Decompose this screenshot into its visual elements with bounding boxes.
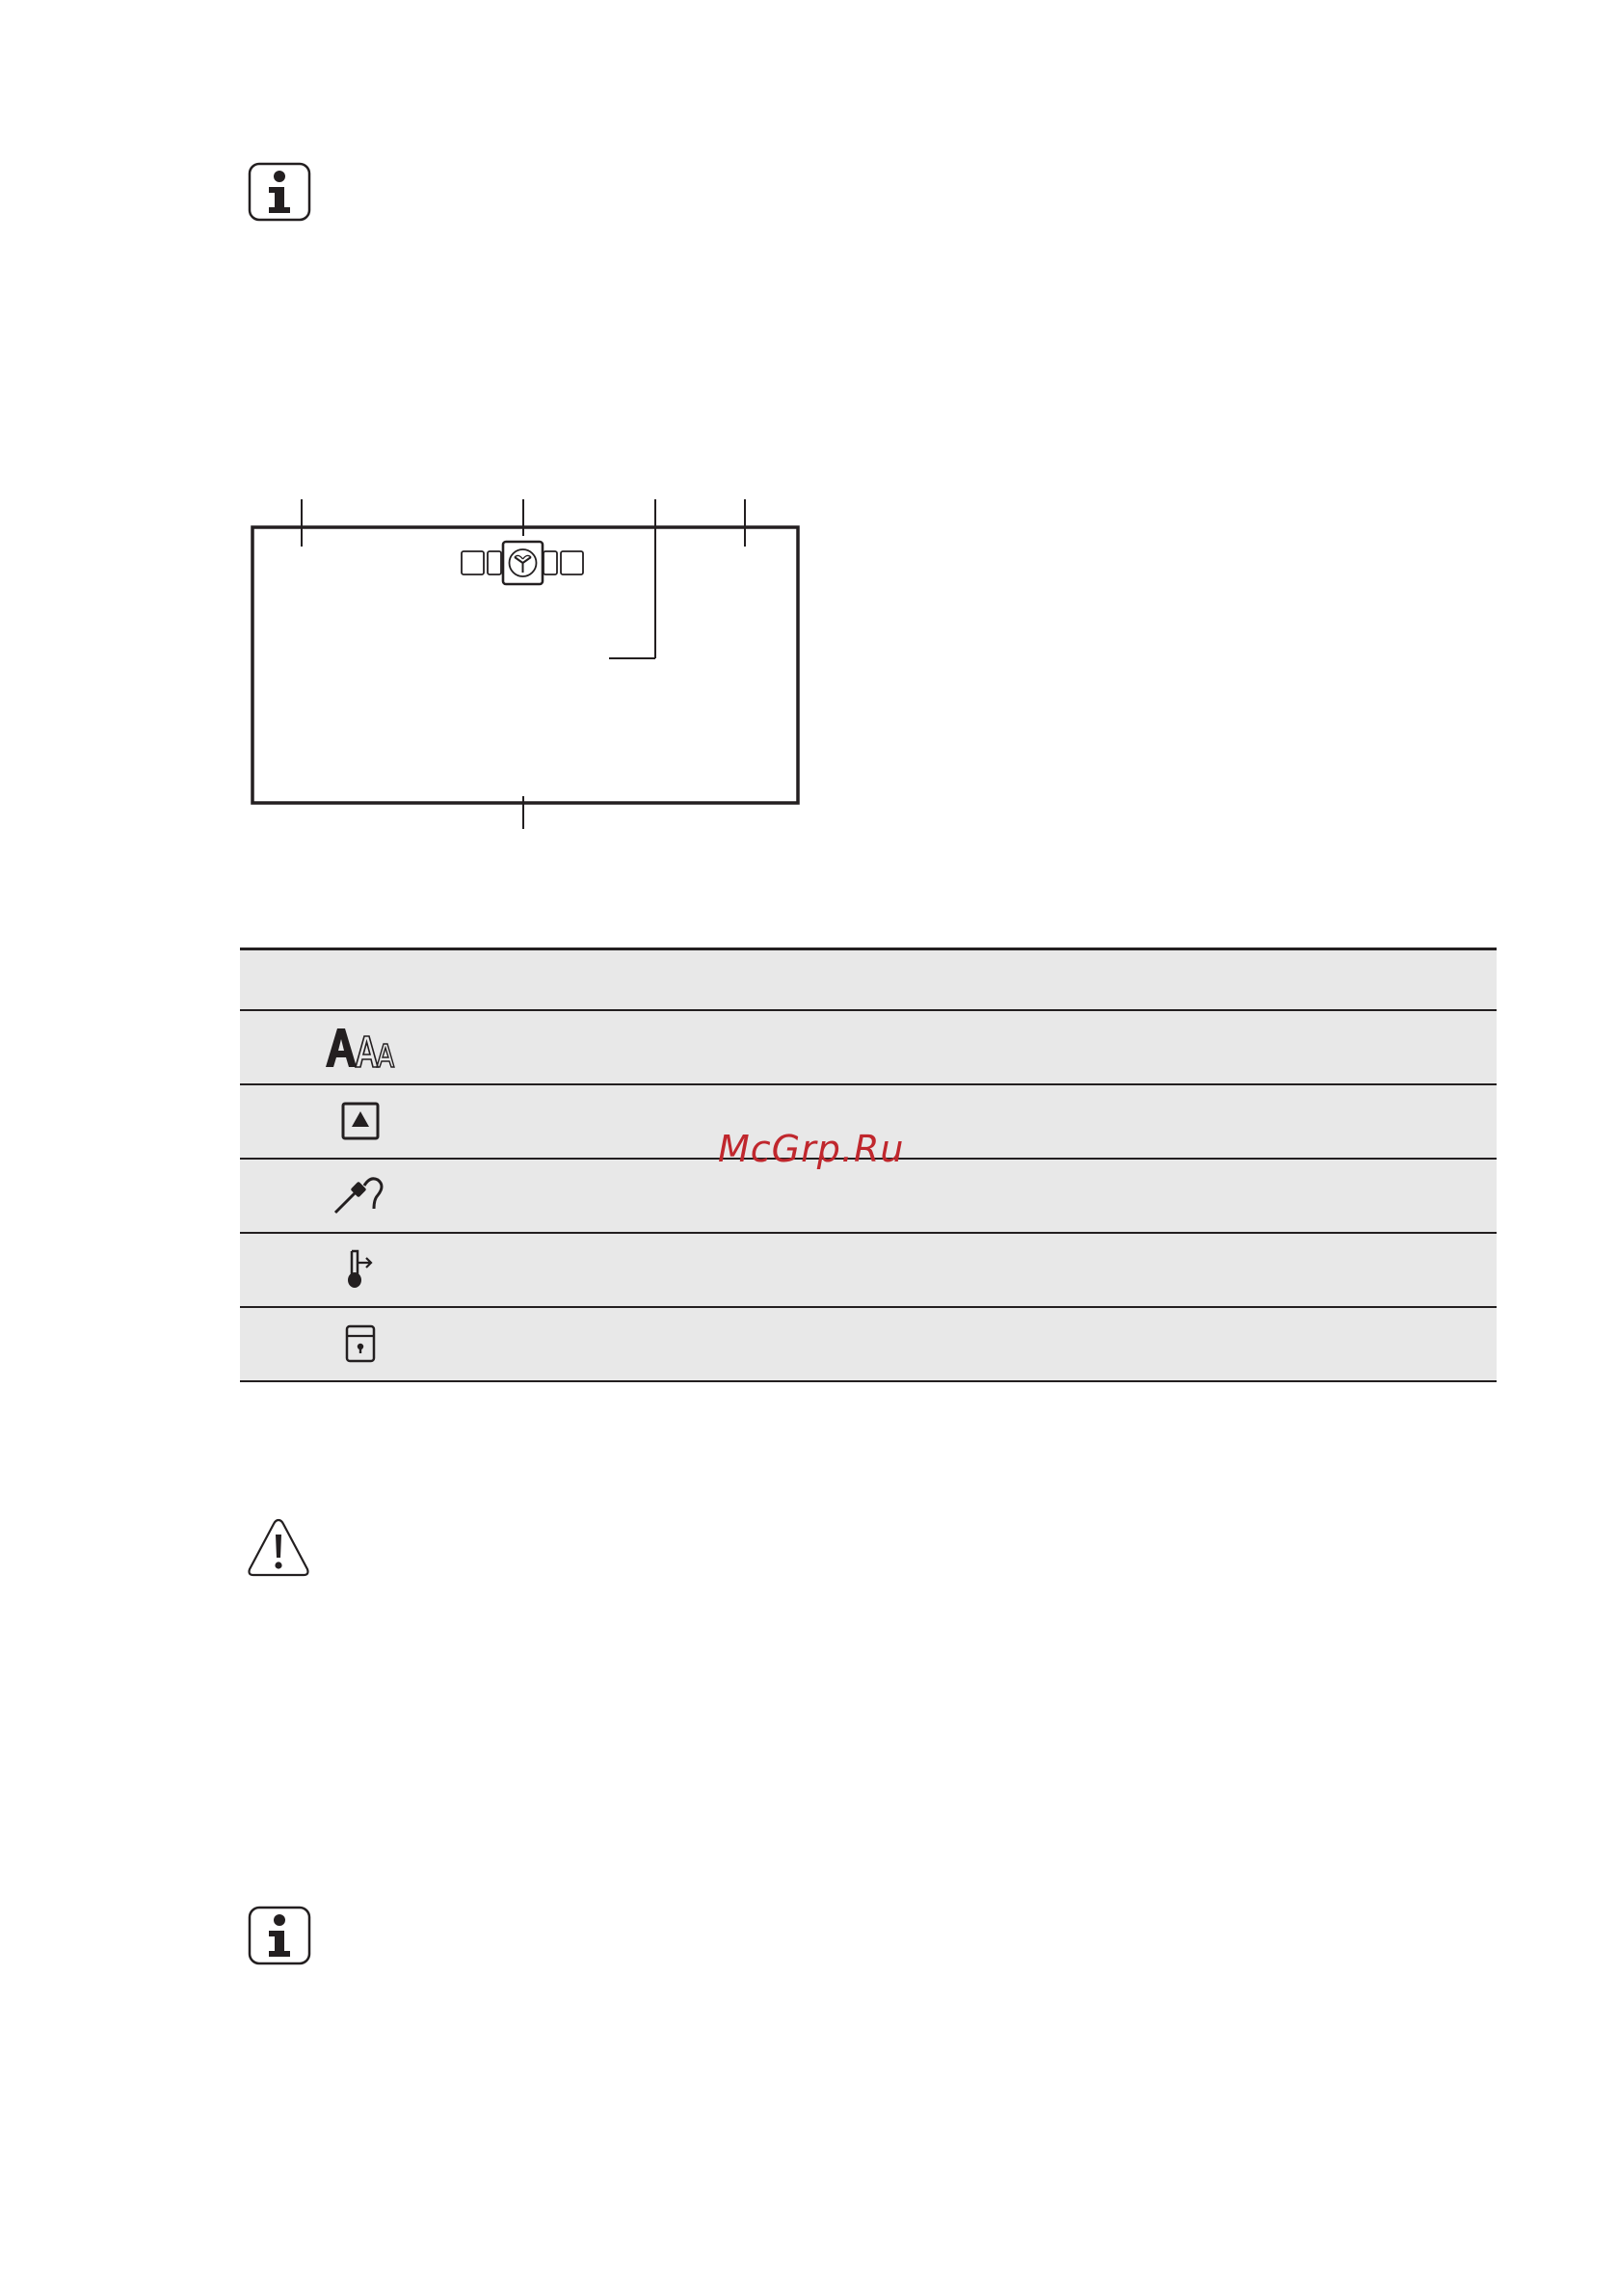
core-temperature-sensor-icon <box>332 1186 389 1204</box>
table-row <box>240 1307 1497 1381</box>
table-header-row <box>240 949 1497 1010</box>
thermometer-arrow-icon <box>344 1260 377 1278</box>
info-icon <box>248 162 311 222</box>
table-row <box>240 1010 1497 1084</box>
up-arrow-box-icon <box>340 1111 381 1130</box>
info-icon <box>248 1906 311 1965</box>
watermark: McGrp.Ru <box>718 1128 905 1170</box>
door-lock-icon <box>344 1334 377 1352</box>
font-size-icon <box>324 1037 397 1055</box>
warning-icon <box>246 1517 311 1579</box>
table-row <box>240 1233 1497 1307</box>
display-diagram <box>239 492 817 839</box>
fan-icon <box>503 542 543 584</box>
